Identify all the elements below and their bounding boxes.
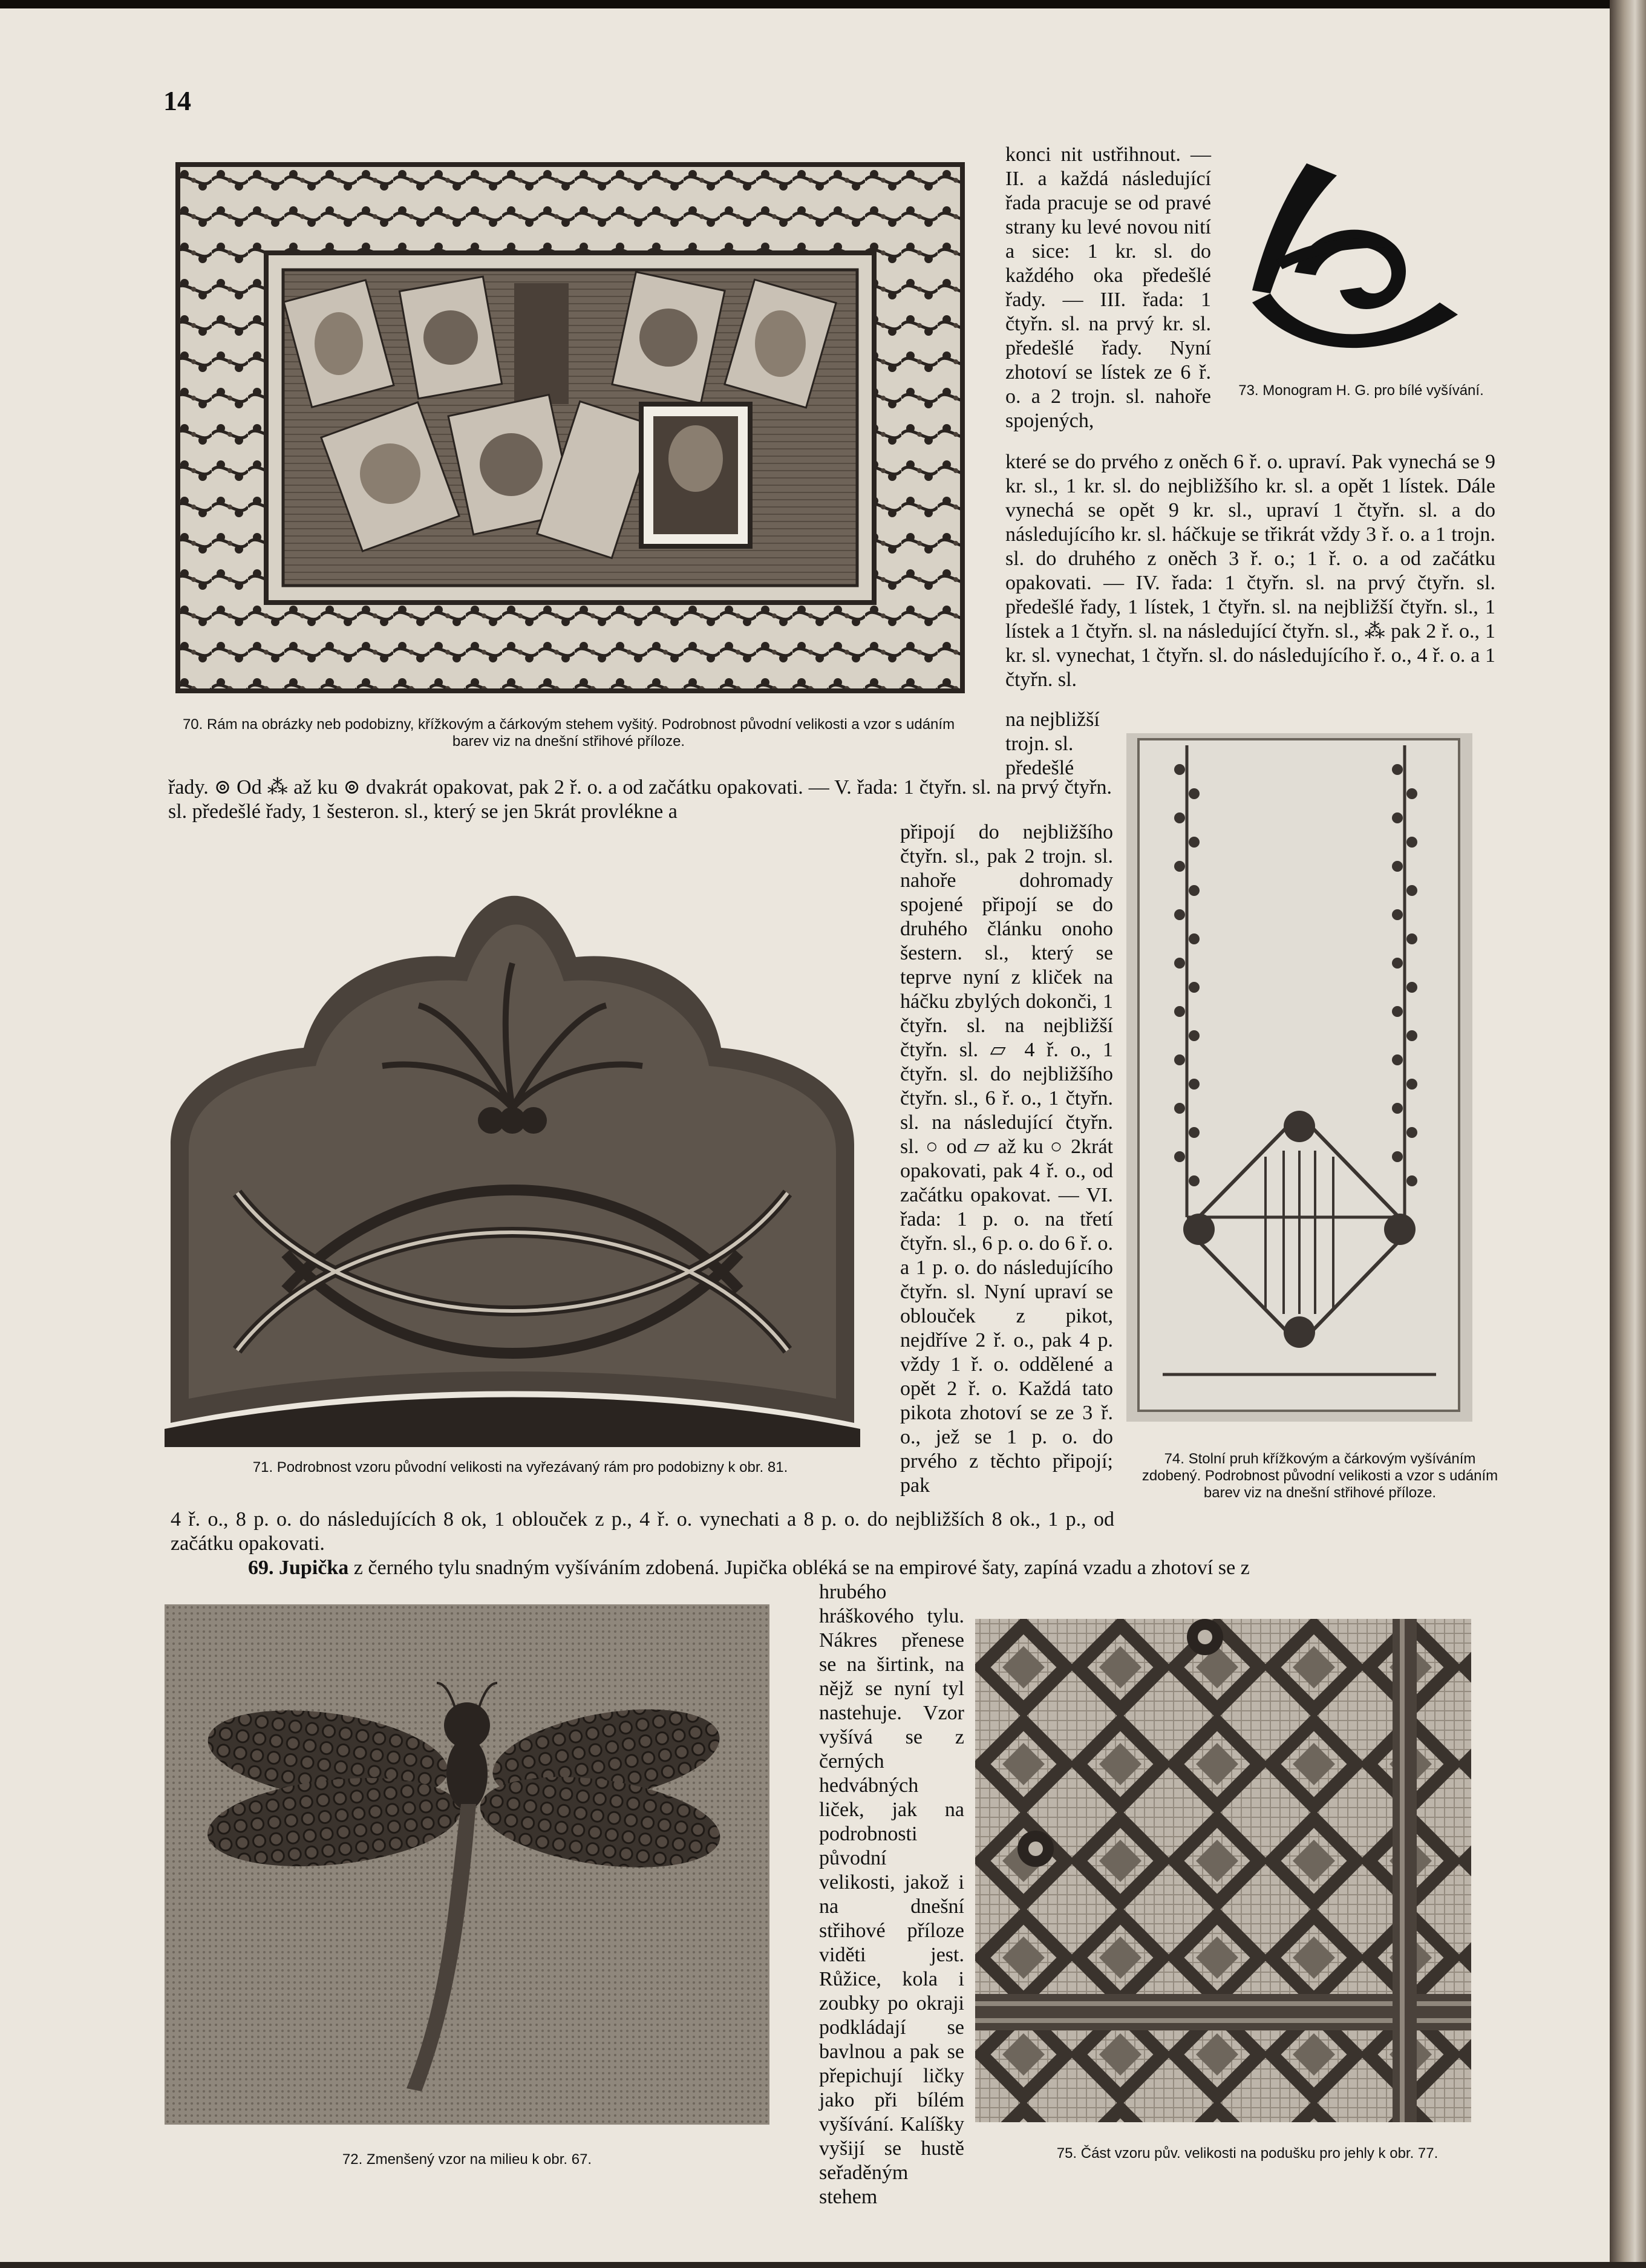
text-full-1: řady. ⊚ Od ⁂ až ku ⊚ dvakrát opakovat, pak 2 ř. o. a od začátku opakovati. — V. řada: 1 čtyřn. sl. na prvý čtyřn. sl. předešlé řady, 1 šesteron. sl., který se jen 5krát provlékne a [168, 776, 1112, 823]
figure-71-carved-frame [165, 854, 860, 1447]
heading-69-rest: z černého tylu snadným vyšíváním zdobená. [353, 1557, 720, 1579]
carved-frame-image [165, 854, 860, 1447]
text-middle-col: připojí do nejbližšího čtyřn. sl., pak 2 trojn. sl. nahoře dohromady spojené připojí se do druhého článku onoho šestern. sl., který se teprve nyní z kliček na háčku zbylých dokonči, 1 čtyřn. sl. na nejbližší čtyřn. sl. ▱ 4 ř. o., 1 čtyřn. sl. do nejbližšího čtyřn. sl., 6 ř. o., 1 čtyřn. sl. na následující čtyřn. sl. ○ od ▱ až ku ○ 2krát opakovati, pak 4 ř. o., od začátku opakovat. — VI. řada: 1 p. o. na třetí čtyřn. sl., 6 p. o. do 6 ř. o. a 1 p. o. do následujícího čtyřn. sl. Nyní upraví se oblouček z pikot, nejdříve 2 ř. o., pak 4 p. vždy 1 ř. o. oddělené a opět 2 ř. o. Každá tato pikota zhotoví se ze 3 ř. o., jež se 1 p. o. do prvého z těchto připojí; pak [900, 821, 1113, 1497]
text-narrow-mid: na nejbližší trojn. sl. předešlé [1005, 708, 1100, 779]
figure-75-caption: 75. Část vzoru pův. velikosti na podušku pro jehly k obr. 77. [1056, 2145, 1439, 2162]
heading-69-word: Jupička [279, 1557, 349, 1579]
figure-72-caption: 72. Zmenšený vzor na milieu k obr. 67. [342, 2151, 592, 2168]
figure-73-caption: 73. Monogram H. G. pro bílé vyšívání. [1238, 382, 1484, 399]
figure-71-caption: 71. Podrobnost vzoru původní velikosti na vyřezávaný rám pro podobizny k obr. 81. [252, 1459, 788, 1476]
figure-70-frame [175, 162, 965, 693]
embroidered-frame-image [175, 162, 965, 693]
figure-75-pincushion [975, 1619, 1471, 2122]
section-69-heading [248, 1556, 1500, 1580]
text-section-69-col: hrubého hráškového tylu. Nákres přenese se na širtink, na nějž se nyní tyl nastehuje. Vzor vyšívá se z černých hedvábných liček, jak na podrobnosti původní velikosti, jakož i na dnešní střihové příloze viděti jest. Růžice, kola i zoubky po okraji podkládají se bavlnou a pak se přepichují ličky jako při bílém vyšívání. Kalíšky vyšijí se hustě seřaděným stehem [819, 1581, 964, 2208]
pincushion-pattern-image [975, 1619, 1471, 2122]
figure-74-table-runner [1126, 733, 1472, 1422]
table-runner-image [1126, 733, 1472, 1422]
page-number: 14 [163, 85, 191, 116]
page-spine-edge [1610, 0, 1646, 2268]
text-full-2: 4 ř. o., 8 p. o. do následujících 8 ok, 1 oblouček z p., 4 ř. o. vynechati a 8 p. o. do nejbližších 8 ok., 1 p., od začátku opakovati. [171, 1508, 1114, 1555]
text-narrow-top: konci nit ustřihnout. — II. a každá následující řada pracuje se od pravé strany ku levé novou nití a sice: 1 kr. sl. do každého oka předešlé řady. — III. řada: 1 čtyřn. sl. na prvý kr. sl. předešlé řady. Nyní zhotoví se lístek ze 6 ř. o. a 2 trojn. sl. nahoře spojených, [1005, 143, 1211, 432]
section-69-first-line: Jupička obléká se na empirové šaty, zapíná vzadu a zhotoví se z [724, 1557, 1250, 1579]
scan-edge-top [0, 0, 1646, 8]
figure-70-caption: 70. Rám na obrázky neb podobizny, křížkovým a čárkovým stehem vyšitý. Podrobnost původní velikosti a vzor s udáním barev viz na dnešní střihové příloze. [182, 716, 955, 750]
scan-edge-bottom [0, 2262, 1646, 2268]
monogram-hg-image [1216, 151, 1470, 357]
text-wide-right: které se do prvého z oněch 6 ř. o. upraví. Pak vynechá se 9 kr. sl., 1 kr. sl. do nejbližšího kr. sl. a opět 1 lístek. Dále vynechá se opět 9 kr. sl., upraví 1 čtyřn. sl. a do následujícího kr. sl. háčkuje se třikrát vždy 3 ř. o. a 1 trojn. sl. do druhého z oněch 3 ř. o.; 1 ř. o. a od začátku opakovati. — IV. řada: 1 čtyřn. sl. na prvý čtyřn. sl. předešlé řady, 1 lístek, 1 čtyřn. sl. na nejbližší čtyřn. sl., 1 lístek a 1 čtyřn. sl. na následující čtyřn. sl., ⁂ pak 2 ř. o., 1 kr. sl. vynechat, 1 čtyřn. sl. do následujícího ř. o., 4 ř. o. a 1 čtyřn. sl. [1005, 451, 1495, 691]
figure-73-monogram [1216, 151, 1470, 357]
dragonfly-image [165, 1604, 769, 2125]
figure-72-dragonfly [165, 1604, 769, 2125]
heading-69-number: 69. [248, 1557, 274, 1579]
figure-74-caption: 74. Stolní pruh křížkovým a čárkovým vyšíváním zdobený. Podrobnost původní velikosti a vzor s udáním barev viz na dnešní střihové příloze. [1141, 1451, 1498, 1501]
